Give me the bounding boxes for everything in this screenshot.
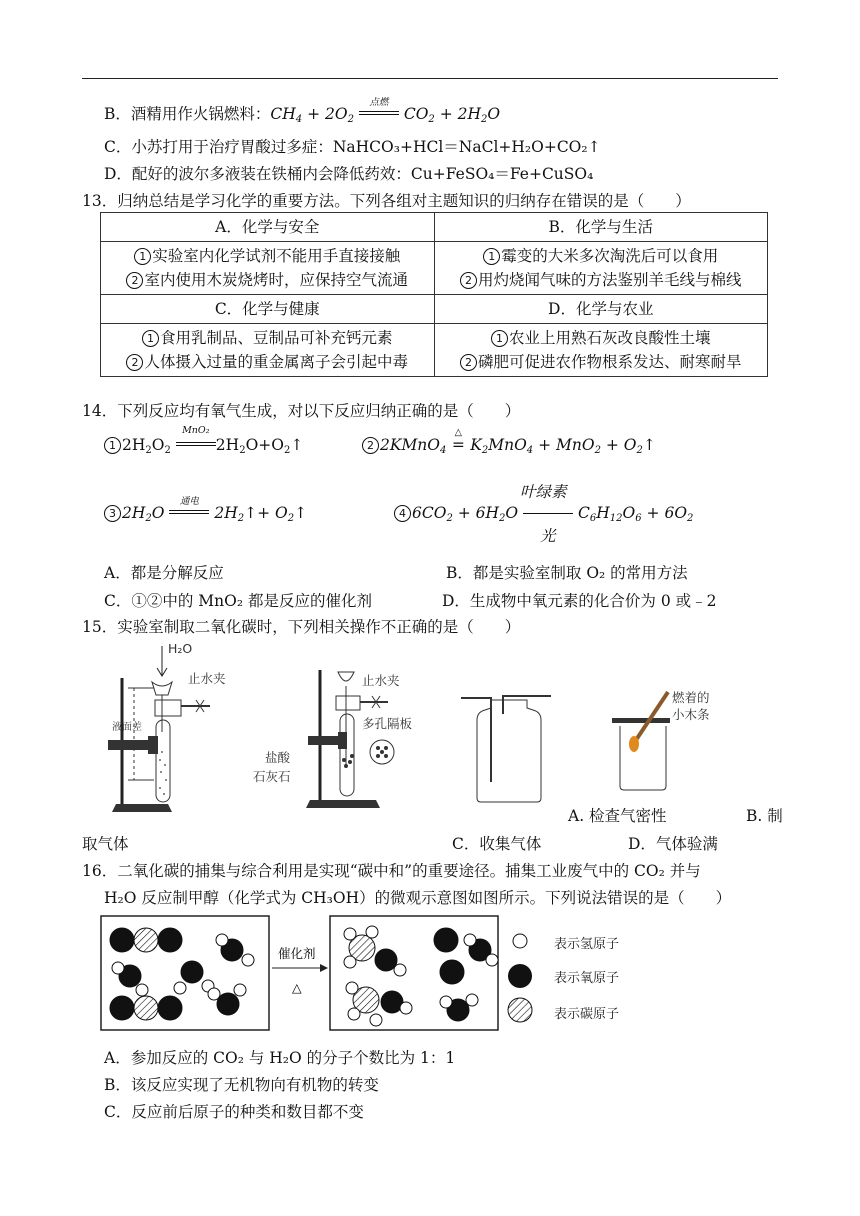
q13-a-items: 1 实验室内化学试剂不能用手直接接触 2 室内使用木炭烧烤时，应保持空气流通 (101, 242, 435, 295)
q16-legend-hydrogen-icon (510, 931, 530, 951)
q13-c-title: C．化学与健康 (101, 295, 435, 324)
q16-option-b: B．该反应实现了无机物向有机物的转变 (104, 1076, 379, 1094)
q14-option-b: B．都是实验室制取 O₂ 的常用方法 (446, 564, 688, 582)
q13-a-title: A．化学与安全 (101, 213, 435, 242)
q12-condition: 点燃 (359, 105, 399, 123)
circled-2-icon: 2 (362, 437, 379, 454)
q15-option-a: A. 检查气密性 (568, 807, 667, 825)
q16-legend-carbon: 表示碳原子 (554, 1007, 620, 1022)
q12-option-d: D．配好的波尔多液装在铁桶内会降低药效：Cu+FeSO₄＝Fe+CuSO₄ (104, 165, 594, 183)
q13-d-title: D．化学与农业 (434, 295, 768, 324)
circled-4-icon: 4 (394, 505, 411, 522)
q12-option-c: C．小苏打用于治疗胃酸过多症：NaHCO₃+HCl＝NaCl+H₂O+CO₂↑ (104, 138, 601, 156)
q16-option-c: C．反应前后原子的种类和数目都不变 (104, 1103, 364, 1121)
circled-2-icon: 2 (126, 354, 143, 371)
q15-stem: 15．实验室制取二氧化碳时，下列相关操作不正确的是（ ） (82, 618, 521, 636)
q13-d-items: 1 农业上用熟石灰改良酸性土壤 2 磷肥可促进农作物根系发达、耐寒耐旱 (434, 324, 768, 377)
q14-reaction-4: 4 $6CO_2 + 6H_2O$ $C_6H_{12}O_6 + 6O_2$ (394, 504, 693, 524)
q15-clamp-label-1: 止水夹 (188, 671, 226, 686)
q16-legend-oxygen: 表示氧原子 (554, 971, 620, 986)
q15-h2o-label: H₂O (168, 641, 193, 656)
circled-2-icon: 2 (460, 272, 477, 289)
q15-figure-collection (455, 690, 555, 805)
q13-b-title: B．化学与生活 (434, 213, 768, 242)
q15-acid-label: 盐酸 (265, 750, 291, 765)
q14-r4-bottom: 光 (540, 527, 556, 545)
q12-option-b: B．酒精用作火锅燃料：$CH_4 + 2O_2$ 点燃 $CO_2 + 2H_2O$ (104, 97, 501, 125)
q16-option-a: A．参加反应的 CO₂ 与 H₂O 的分子个数比为 1：1 (104, 1049, 456, 1067)
q16-legend-carbon-icon (506, 996, 534, 1024)
circled-2-icon: 2 (460, 354, 477, 371)
circled-3-icon: 3 (104, 505, 121, 522)
q14-stem: 14．下列反应均有氧气生成，对以下反应归纳正确的是（ ） (82, 402, 521, 420)
q14-option-d: D．生成物中氧元素的化合价为 0 或﹣2 (442, 592, 717, 610)
q15-stick-label-2: 小木条 (672, 707, 710, 722)
svg-text:催化剂: 催化剂 (278, 946, 316, 961)
circled-1-icon: 1 (483, 248, 500, 265)
q14-reaction-1: 1 $2H_2O_2$ MnO₂ $2H_2O+O_2↑$ (104, 436, 303, 456)
q15-option-d: D．气体验满 (628, 835, 718, 853)
q16-legend-hydrogen: 表示氢原子 (554, 937, 620, 952)
circled-1-icon: 1 (134, 248, 151, 265)
q14-option-c: C．①②中的 MnO₂ 都是反应的催化剂 (104, 592, 372, 610)
q16-stem-line1: 16．二氧化碳的捕集与综合利用是实现“碳中和”的重要途径。捕集工业废气中的 CO₂ 并与 (82, 862, 701, 880)
header-rule (82, 78, 778, 79)
q15-figure-airtightness (100, 640, 260, 826)
q16-stem-line2: H₂O 反应制甲醇（化学式为 CH₃OH）的微观示意图如图所示。下列说法错误的是（ ） (104, 889, 732, 907)
q15-option-b-part1: B. 制 (746, 807, 783, 825)
q14-reaction-2: 2 2KMnO$_4$ △ = $K_2MnO_4 + MnO_2$ + $O_2↑$ (362, 436, 656, 456)
circled-1-icon: 1 (142, 330, 159, 347)
q15-option-b-part2: 取气体 (82, 835, 129, 853)
q14-option-a: A．都是分解反应 (104, 564, 224, 582)
q14-r4-top: 叶绿素 (520, 483, 567, 501)
q16-micro-diagram (100, 910, 500, 1034)
q16-legend-oxygen-icon (506, 962, 534, 990)
q13-table (100, 212, 768, 377)
circled-2-icon: 2 (126, 272, 143, 289)
circled-1-icon: 1 (104, 437, 121, 454)
q15-stone-label: 石灰石 (253, 769, 291, 784)
q15-clamp-label-2: 止水夹 (362, 673, 400, 688)
q13-c-items: 1 食用乳制品、豆制品可补充钙元素 2 人体摄入过量的重金属离子会引起中毒 (101, 324, 435, 377)
svg-text:△: △ (292, 980, 302, 995)
circled-1-icon: 1 (491, 330, 508, 347)
q15-stick-label-1: 燃着的 (672, 690, 710, 705)
q15-option-c: C．收集气体 (452, 835, 542, 853)
q15-level-label: 液面差 (112, 722, 142, 733)
q13-b-items: 1 霉变的大米多次淘洗后可以食用 2 用灼烧闻气味的方法鉴别羊毛线与棉线 (434, 242, 768, 295)
q15-board-label: 多孔隔板 (362, 716, 413, 731)
q13-stem: 13．归纳总结是学习化学的重要方法。下列各组对主题知识的归纳存在错误的是（ ） (82, 192, 691, 210)
q14-reaction-3: 3 $2H_2O$ 通电 $2H_2↑+$ $O_2↑$ (104, 504, 307, 524)
